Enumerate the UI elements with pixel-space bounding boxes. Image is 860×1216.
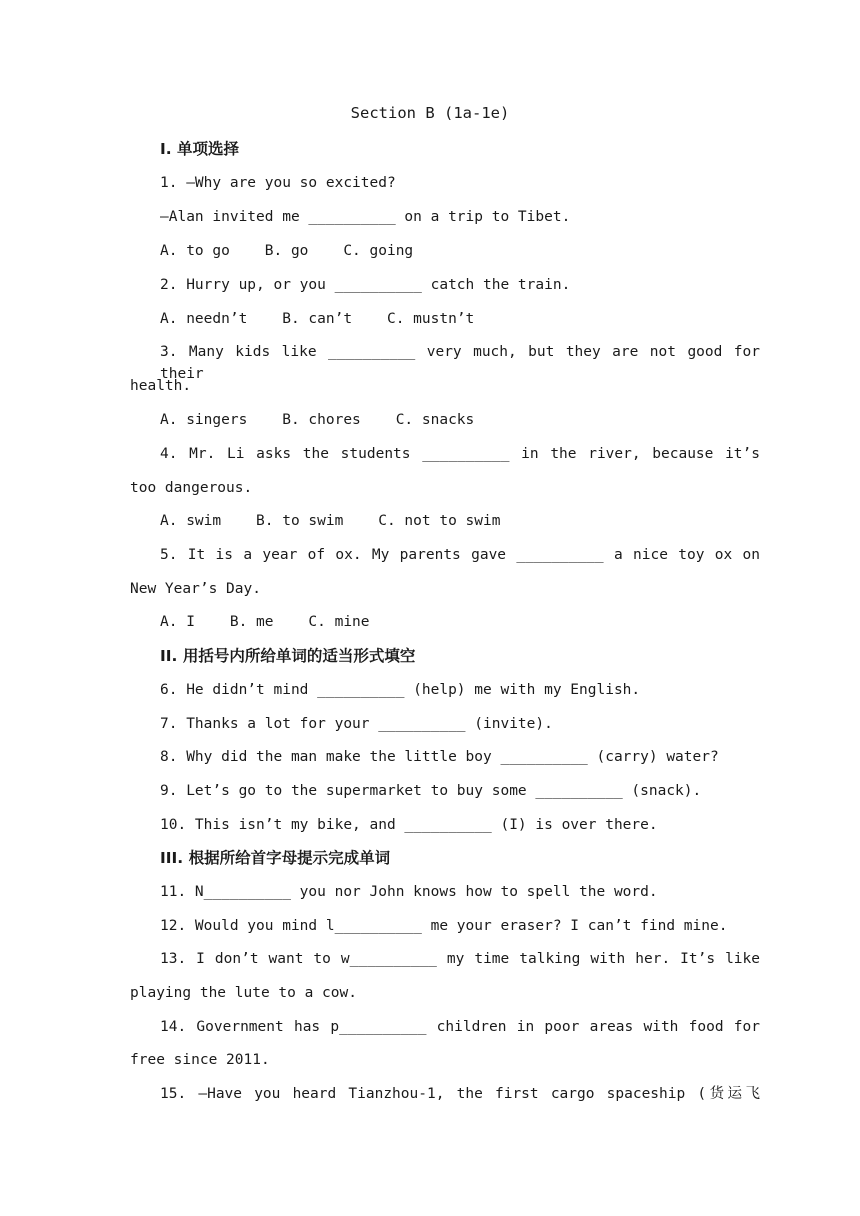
question-5-options: A. I B. me C. mine <box>160 614 370 630</box>
question-1: 1. —Why are you so excited? <box>160 175 396 191</box>
section-heading-2: II. 用括号内所给单词的适当形式填空 <box>160 647 416 665</box>
question-1-options: A. to go B. go C. going <box>160 243 414 259</box>
question-15: 15. —Have you heard Tianzhou-1, the first cargo spaceship (货运飞 <box>160 1086 760 1102</box>
question-13-continued: playing the lute to a cow. <box>130 985 357 1001</box>
question-14: 14. Government has p__________ children in poor areas with food for <box>160 1019 760 1035</box>
question-4: 4. Mr. Li asks the students __________ in the river, because it’s <box>160 446 760 462</box>
question-9: 9. Let’s go to the supermarket to buy some __________ (snack). <box>160 783 702 799</box>
question-5: 5. It is a year of ox. My parents gave __________ a nice toy ox on <box>160 547 760 563</box>
section-heading-3: III. 根据所给首字母提示完成单词 <box>160 849 391 867</box>
question-8: 8. Why did the man make the little boy __________ (carry) water? <box>160 749 719 765</box>
question-6: 6. He didn’t mind __________ (help) me with my English. <box>160 682 641 698</box>
question-5-continued: New Year’s Day. <box>130 581 261 597</box>
question-2-options: A. needn’t B. can’t C. mustn’t <box>160 311 475 327</box>
question-3-continued: health. <box>130 378 192 394</box>
question-14-continued: free since 2011. <box>130 1052 270 1068</box>
question-3: 3. Many kids like __________ very much, but they are not good for their <box>160 344 760 382</box>
question-1-response: —Alan invited me __________ on a trip to Tibet. <box>160 209 571 225</box>
question-3-options: A. singers B. chores C. snacks <box>160 412 475 428</box>
question-2: 2. Hurry up, or you __________ catch the train. <box>160 277 571 293</box>
question-12: 12. Would you mind l__________ me your eraser? I can’t find mine. <box>160 918 728 934</box>
section-heading-1: I. 单项选择 <box>160 140 240 158</box>
page-title: Section B (1a-1e) <box>350 104 510 122</box>
question-4-options: A. swim B. to swim C. not to swim <box>160 513 501 529</box>
question-10: 10. This isn’t my bike, and __________ (I) is over there. <box>160 817 658 833</box>
question-11: 11. N__________ you nor John knows how to spell the word. <box>160 884 658 900</box>
question-4-continued: too dangerous. <box>130 480 253 496</box>
question-7: 7. Thanks a lot for your __________ (invite). <box>160 716 553 732</box>
question-13: 13. I don’t want to w__________ my time talking with her. It’s like <box>160 951 760 967</box>
